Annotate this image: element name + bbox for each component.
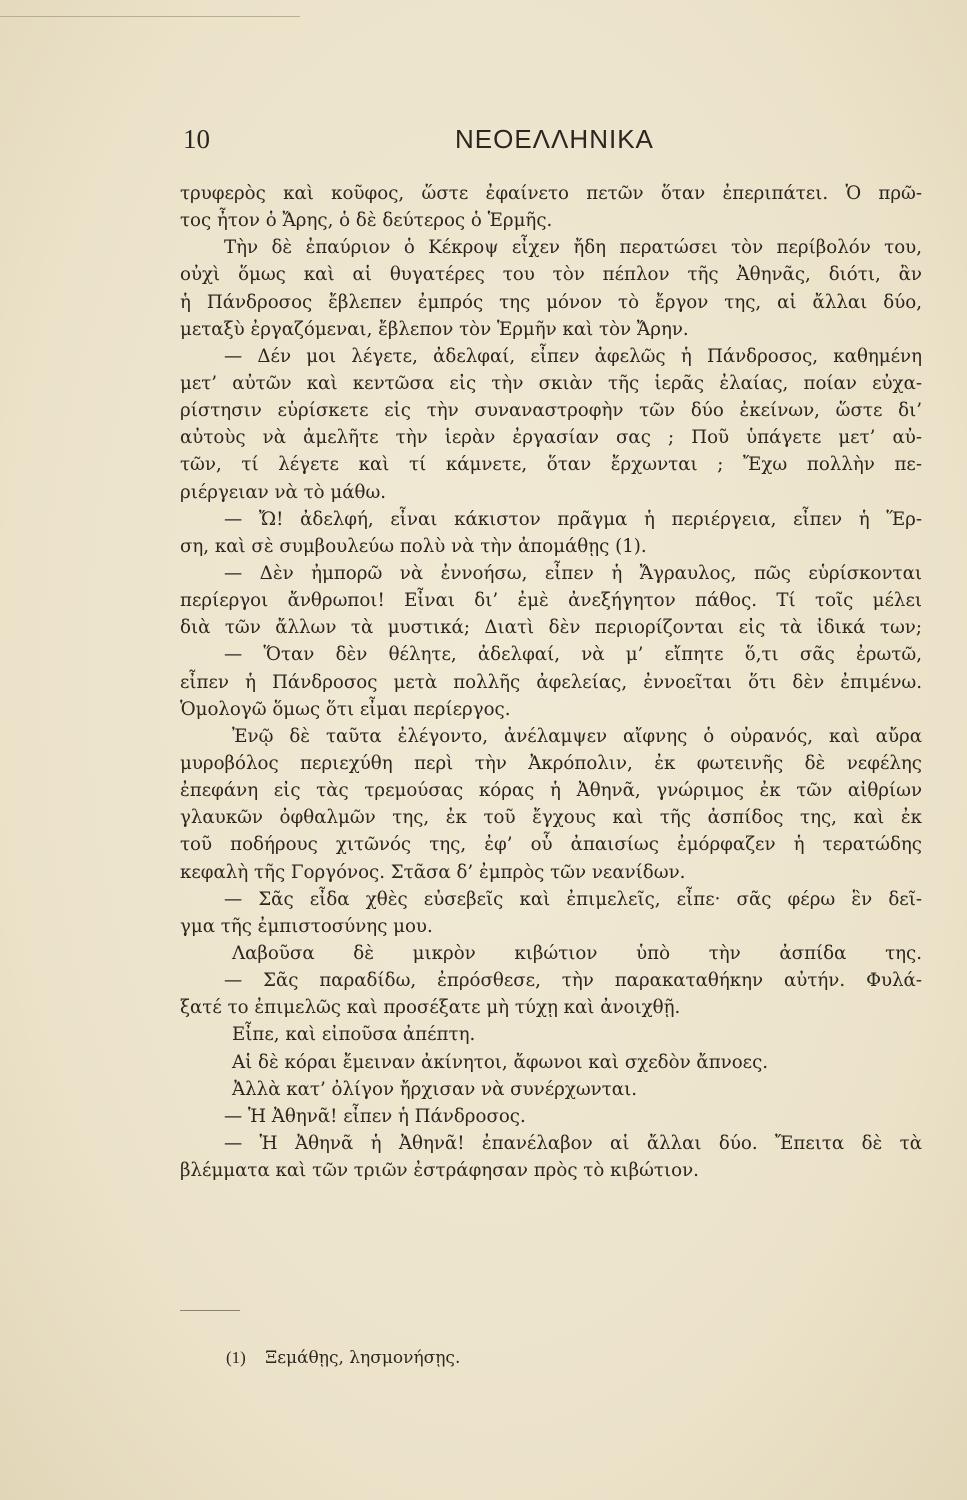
text-line: τος ἦτον ὁ Ἄρης, ὁ δὲ δεύτερος ὁ Ἑρμῆς. [180, 210, 553, 232]
footnote-mark: (1) [226, 1348, 246, 1367]
text-line: — Δὲν ἠμπορῶ νὰ ἐννοήσω, εἶπεν ἡ Ἄγραυλος, πῶς εὑρίσκονται [224, 562, 922, 584]
text-line: μεταξὺ ἐργαζόμεναι, ἔβλεπον τὸν Ἑρμῆν καὶ τὸν Ἄρην. [180, 318, 689, 340]
text-line: διὰ τῶν ἄλλων τὰ μυστικά; Διατὶ δὲν περιορίζονται εἰς τὰ ἰδικά των; [180, 617, 922, 639]
text-line: τοῦ ποδήρους χιτῶνός της, ἐφ’ οὗ ἀπαισίως ἐμόρφαζεν ἡ τερατώδης [180, 834, 922, 856]
text-line: — Ἡ Ἀθηνᾶ! εἶπεν ἡ Πάνδροσος. [224, 1105, 526, 1127]
page-header [183, 124, 913, 164]
text-line: περίεργοι ἄνθρωποι! Εἶναι δι’ ἐμὲ ἀνεξήγητον πάθος. Τί τοῖς μέλει [180, 590, 922, 612]
text-line: γλαυκῶν ὀφθαλμῶν της, ἐκ τοῦ ἔγχους καὶ τῆς ἀσπίδος της, καὶ ἐκ [180, 807, 922, 829]
text-line: γμα τῆς ἐμπιστοσύνης μου. [180, 915, 433, 937]
text-line: — Ὤ! ἀδελφή, εἶναι κάκιστον πρᾶγμα ἡ περιέργεια, εἶπεν ἡ Ἕρ- [224, 508, 922, 530]
text-line: εἶπεν ἡ Πάνδροσος μετὰ πολλῆς ἀφελείας, ἐννοεῖται ὅτι δὲν ἐπιμένω. [180, 671, 922, 693]
text-line: ἐπεφάνη εἰς τὰς τρεμούσας κόρας ἡ Ἀθηνᾶ, γνώριμος ἐκ τῶν αἰθρίων [180, 780, 922, 802]
text-line: οὐχὶ ὅμως καὶ αἱ θυγατέρες του τὸν πέπλον τῆς Ἀθηνᾶς, διότι, ἂν [180, 264, 922, 286]
text-line: τῶν, τί λέγετε καὶ τί κάμνετε, ὅταν ἔρχωνται ; Ἔχω πολλὴν πε- [180, 454, 922, 476]
page-number: 10 [183, 124, 210, 154]
body-text [180, 180, 922, 1184]
text-line: — Σᾶς παραδίδω, ἐπρόσθεσε, τὴν παρακαταθήκην αὐτήν. Φυλά- [224, 970, 922, 992]
footnote-text: Ξεμάθῃς, λησμονήσῃς. [265, 1348, 461, 1368]
text-line: ἡ Πάνδροσος ἔβλεπεν ἐμπρός της μόνον τὸ ἔργον της, αἱ ἄλλαι δύο, [180, 291, 922, 313]
text-line: κεφαλὴ τῆς Γοργόνος. Στᾶσα δ’ ἐμπρὸς τῶν νεανίδων. [180, 861, 686, 883]
top-edge-rule [0, 16, 300, 17]
footnote-rule [180, 1310, 240, 1311]
text-line: — Ἡ Ἀθηνᾶ ἡ Ἀθηνᾶ! ἐπανέλαβον αἱ ἄλλαι δύο. Ἔπειτα δὲ τὰ [224, 1132, 922, 1154]
text-line: ριέργειαν νὰ τὸ μάθω. [180, 481, 387, 503]
text-line: μυροβόλος περιεχύθη περὶ τὴν Ἀκρόπολιν, ἐκ φωτεινῆς δὲ νεφέλης [180, 752, 922, 774]
text-line: τρυφερὸς καὶ κοῦφος, ὥστε ἐφαίνετο πετῶν ὅταν ἐπεριπάτει. Ὁ πρῶ- [180, 183, 922, 204]
text-line: — Ὅταν δὲν θέλητε, ἀδελφαί, νὰ μ’ εἴπητε ὅ,τι σᾶς ἐρωτῶ, [224, 644, 922, 666]
text-line: Ὁμολογῶ ὅμως ὅτι εἶμαι περίεργος. [180, 698, 511, 720]
text-line: Ἀλλὰ κατ’ ὀλίγον ἤρχισαν νὰ συνέρχωνται. [232, 1078, 637, 1100]
running-title: ΝΕΟΕΛΛΗΝΙΚΑ [455, 124, 654, 154]
footnote [226, 1348, 460, 1368]
text-line: ρίστησιν εὑρίσκετε εἰς τὴν συναναστροφὴν τῶν δύο ἐκείνων, ὥστε δι’ [180, 400, 922, 422]
text-line: Τὴν δὲ ἐπαύριον ὁ Κέκροψ εἶχεν ἤδη περατώσει τὸν περίβολόν του, [224, 237, 922, 259]
text-line: — Σᾶς εἶδα χθὲς εὐσεβεῖς καὶ ἐπιμελεῖς, εἶπε· σᾶς φέρω ἓν δεῖ- [224, 888, 922, 910]
text-line: Εἶπε, καὶ εἰποῦσα ἀπέπτη. [232, 1024, 476, 1046]
text-line: ση, καὶ σὲ συμβουλεύω πολὺ νὰ τὴν ἀπομάθῃς (1). [180, 535, 647, 557]
text-line: βλέμματα καὶ τῶν τριῶν ἐστράφησαν πρὸς τὸ κιβώτιον. [180, 1160, 699, 1182]
text-line: — Δέν μοι λέγετε, ἀδελφαί, εἶπεν ἀφελῶς ἡ Πάνδροσος, καθημένη [224, 345, 922, 367]
text-line: Ἐνῷ δὲ ταῦτα ἐλέγοντο, ἀνέλαμψεν αἴφνης ὁ οὐρανός, καὶ αὔρα [232, 725, 922, 747]
text-line: μετ’ αὐτῶν καὶ κεντῶσα εἰς τὴν σκιὰν τῆς ἱερᾶς ἐλαίας, ποίαν εὐχα- [180, 372, 922, 394]
text-line: Αἱ δὲ κόραι ἔμειναν ἀκίνητοι, ἄφωνοι καὶ σχεδὸν ἄπνοες. [232, 1051, 769, 1073]
text-line: αὐτοὺς νὰ ἀμελῆτε τὴν ἱερὰν ἐργασίαν σας ; Ποῦ ὑπάγετε μετ’ αὐ- [180, 427, 922, 449]
text-line: ξατέ το ἐπιμελῶς καὶ προσέξατε μὴ τύχῃ καὶ ἀνοιχθῇ. [180, 997, 681, 1019]
text-line: Λαβοῦσα δὲ μικρὸν κιβώτιον ὑπὸ τὴν ἀσπίδα της. [232, 942, 922, 964]
